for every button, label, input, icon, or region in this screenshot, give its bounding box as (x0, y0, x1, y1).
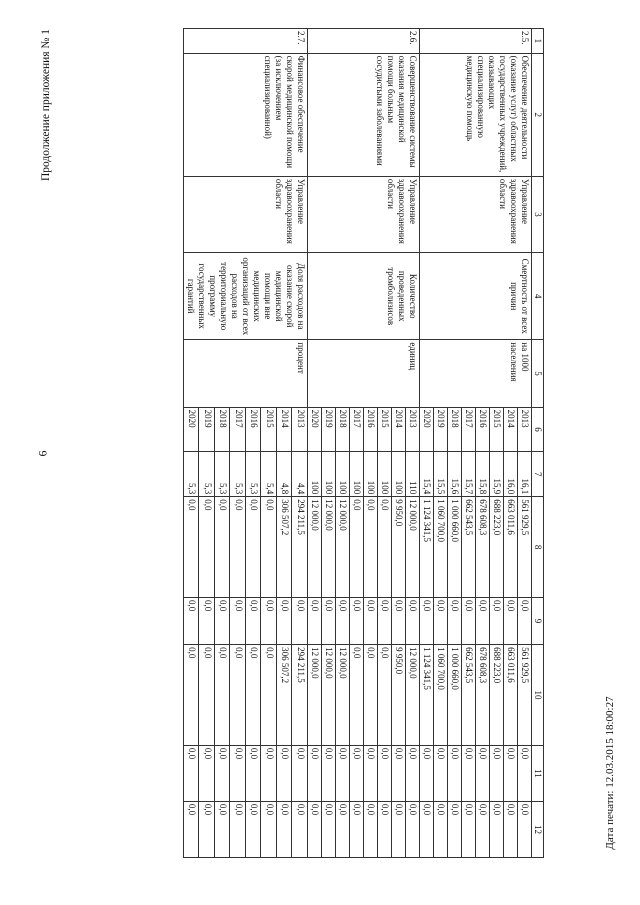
indicator-value-cell: 15,5 (434, 452, 448, 497)
funding-total-cell: 0,0 (378, 497, 392, 598)
funding-local-cell: 0,0 (434, 745, 448, 801)
funding-regional-cell: 0,0 (199, 645, 215, 746)
funding-federal-cell: 0,0 (322, 598, 336, 645)
year-cell: 2013 (406, 407, 420, 452)
header-row (532, 29, 544, 858)
year-cell: 2013 (292, 407, 308, 452)
funding-federal-cell: 0,0 (246, 598, 262, 645)
funding-local-cell: 0,0 (476, 745, 490, 801)
year-cell: 2013 (518, 407, 532, 452)
funding-regional-cell: 1 000 660,0 (448, 645, 462, 746)
program-activities-table (183, 28, 544, 858)
year-cell: 2016 (246, 407, 262, 452)
year-cell: 2016 (476, 407, 490, 452)
executor: Управление здравоохранения области (308, 176, 420, 252)
funding-regional-cell: 0,0 (230, 645, 246, 746)
funding-other-cell: 0,0 (230, 801, 246, 857)
indicator-value-cell: 5,4 (261, 452, 277, 497)
funding-local-cell: 0,0 (420, 745, 434, 801)
funding-total-cell: 662 543,5 (462, 497, 476, 598)
year-cell: 2018 (336, 407, 350, 452)
funding-regional-cell: 0,0 (364, 645, 378, 746)
col-header: 3 (532, 176, 544, 252)
year-cell: 2020 (308, 407, 322, 452)
year-cell: 2018 (448, 407, 462, 452)
funding-local-cell: 0,0 (504, 745, 518, 801)
funding-federal-cell: 0,0 (392, 598, 406, 645)
funding-total-cell: 1 060 700,0 (434, 497, 448, 598)
year-cell: 2015 (378, 407, 392, 452)
year-cell: 2017 (462, 407, 476, 452)
indicator-value-cell: 110 (406, 452, 420, 497)
col-header: 6 (532, 407, 544, 452)
funding-federal-cell: 0,0 (277, 598, 293, 645)
funding-other-cell: 0,0 (215, 801, 231, 857)
funding-federal-cell: 0,0 (518, 598, 532, 645)
funding-regional-cell: 561 929,5 (518, 645, 532, 746)
funding-other-cell: 0,0 (518, 801, 532, 857)
funding-federal-cell: 0,0 (434, 598, 448, 645)
funding-local-cell: 0,0 (350, 745, 364, 801)
funding-federal-cell: 0,0 (230, 598, 246, 645)
table-row (518, 29, 532, 858)
funding-local-cell: 0,0 (246, 745, 262, 801)
indicator-value-cell: 100 (350, 452, 364, 497)
indicator-value-cell: 5,3 (246, 452, 262, 497)
funding-total-cell: 12 000,0 (336, 497, 350, 598)
funding-total-cell: 12 000,0 (322, 497, 336, 598)
funding-regional-cell: 0,0 (246, 645, 262, 746)
indicator-value-cell: 100 (378, 452, 392, 497)
year-cell: 2017 (230, 407, 246, 452)
funding-federal-cell: 0,0 (476, 598, 490, 645)
col-header: 12 (532, 801, 544, 857)
funding-federal-cell: 0,0 (308, 598, 322, 645)
funding-local-cell: 0,0 (230, 745, 246, 801)
funding-local-cell: 0,0 (308, 745, 322, 801)
funding-federal-cell: 0,0 (420, 598, 434, 645)
col-header: 10 (532, 645, 544, 746)
indicator-value-cell: 15,7 (462, 452, 476, 497)
funding-total-cell: 1 000 660,0 (448, 497, 462, 598)
col-header: 4 (532, 253, 544, 340)
indicator-value-cell: 100 (364, 452, 378, 497)
table-row (292, 29, 308, 858)
indicator-name: Доля расходов на оказание скорой медицинской помощи вне медицинских организаций от всех расходов на территориальную программу государственных гарантий (184, 253, 308, 340)
funding-regional-cell: 294 211,5 (292, 645, 308, 746)
funding-total-cell: 294 211,5 (292, 497, 308, 598)
indicator-value-cell: 100 (336, 452, 350, 497)
funding-local-cell: 0,0 (199, 745, 215, 801)
year-cell: 2020 (420, 407, 434, 452)
indicator-value-cell: 5,3 (215, 452, 231, 497)
funding-local-cell: 0,0 (292, 745, 308, 801)
indicator-value-cell: 5,3 (199, 452, 215, 497)
col-header: 8 (532, 497, 544, 598)
funding-regional-cell: 306 507,2 (277, 645, 293, 746)
funding-total-cell: 9 950,0 (392, 497, 406, 598)
year-cell: 2015 (490, 407, 504, 452)
funding-total-cell: 1 124 341,5 (420, 497, 434, 598)
funding-regional-cell: 12 000,0 (336, 645, 350, 746)
funding-total-cell: 663 011,6 (504, 497, 518, 598)
indicator-value-cell: 15,9 (490, 452, 504, 497)
funding-other-cell: 0,0 (490, 801, 504, 857)
activity-name: Финансовое обеспечение скорой медицинской помощи (за исключением специализированной) (184, 53, 308, 176)
funding-local-cell: 0,0 (215, 745, 231, 801)
funding-local-cell: 0,0 (490, 745, 504, 801)
rotated-table-container (64, 28, 544, 858)
year-cell: 2019 (322, 407, 336, 452)
year-cell: 2020 (184, 407, 200, 452)
indicator-value-cell: 15,8 (476, 452, 490, 497)
funding-regional-cell: 0,0 (261, 645, 277, 746)
year-cell: 2015 (261, 407, 277, 452)
year-cell: 2017 (350, 407, 364, 452)
activity-name: Обеспечение деятельности (оказание услуг) областных государственных учреждений, оказывающих специализированную медицинскую помощь (420, 53, 532, 176)
funding-local-cell: 0,0 (336, 745, 350, 801)
funding-local-cell: 0,0 (518, 745, 532, 801)
funding-federal-cell: 0,0 (490, 598, 504, 645)
section-number: 2.6. (308, 29, 420, 54)
funding-total-cell: 0,0 (215, 497, 231, 598)
funding-regional-cell: 0,0 (184, 645, 200, 746)
indicator-value-cell: 4,8 (277, 452, 293, 497)
funding-regional-cell: 663 011,6 (504, 645, 518, 746)
funding-other-cell: 0,0 (448, 801, 462, 857)
funding-regional-cell: 662 543,5 (462, 645, 476, 746)
funding-other-cell: 0,0 (322, 801, 336, 857)
table-body (184, 29, 532, 858)
funding-other-cell: 0,0 (277, 801, 293, 857)
funding-local-cell: 0,0 (448, 745, 462, 801)
funding-regional-cell: 12 000,0 (406, 645, 420, 746)
funding-federal-cell: 0,0 (462, 598, 476, 645)
funding-total-cell: 12 000,0 (308, 497, 322, 598)
unit-of-measure: процент (184, 340, 308, 407)
funding-total-cell: 678 608,3 (476, 497, 490, 598)
unit-of-measure: единиц (308, 340, 420, 407)
indicator-value-cell: 4,4 (292, 452, 308, 497)
funding-federal-cell: 0,0 (406, 598, 420, 645)
funding-local-cell: 0,0 (378, 745, 392, 801)
indicator-value-cell: 16,1 (518, 452, 532, 497)
activity-name: Совершенствование системы оказания медицинской помощи больным сосудистыми заболеваниями (308, 53, 420, 176)
appendix-continuation-note: Продолжение приложения № 1 (40, 28, 52, 182)
section-number: 2.7. (184, 29, 308, 54)
col-header: 11 (532, 745, 544, 801)
funding-other-cell: 0,0 (364, 801, 378, 857)
year-cell: 2014 (392, 407, 406, 452)
col-header: 1 (532, 29, 544, 54)
funding-regional-cell: 678 608,3 (476, 645, 490, 746)
col-header: 2 (532, 53, 544, 176)
funding-total-cell: 0,0 (199, 497, 215, 598)
col-header: 5 (532, 340, 544, 407)
funding-local-cell: 0,0 (462, 745, 476, 801)
funding-other-cell: 0,0 (476, 801, 490, 857)
funding-total-cell: 306 507,2 (277, 497, 293, 598)
funding-other-cell: 0,0 (434, 801, 448, 857)
funding-other-cell: 0,0 (336, 801, 350, 857)
funding-federal-cell: 0,0 (261, 598, 277, 645)
indicator-value-cell: 100 (322, 452, 336, 497)
funding-regional-cell: 0,0 (350, 645, 364, 746)
year-cell: 2014 (277, 407, 293, 452)
funding-other-cell: 0,0 (350, 801, 364, 857)
col-header: 9 (532, 598, 544, 645)
funding-total-cell: 0,0 (230, 497, 246, 598)
funding-other-cell: 0,0 (199, 801, 215, 857)
funding-regional-cell: 688 223,0 (490, 645, 504, 746)
table-row (406, 29, 420, 858)
funding-total-cell: 561 929,5 (518, 497, 532, 598)
unit-of-measure: на 1000 населения (420, 340, 532, 407)
funding-regional-cell: 1 060 700,0 (434, 645, 448, 746)
funding-regional-cell: 9 950,0 (392, 645, 406, 746)
funding-total-cell: 0,0 (364, 497, 378, 598)
funding-federal-cell: 0,0 (378, 598, 392, 645)
funding-other-cell: 0,0 (462, 801, 476, 857)
year-cell: 2016 (364, 407, 378, 452)
funding-federal-cell: 0,0 (504, 598, 518, 645)
indicator-value-cell: 100 (392, 452, 406, 497)
funding-other-cell: 0,0 (246, 801, 262, 857)
funding-total-cell: 0,0 (261, 497, 277, 598)
funding-other-cell: 0,0 (420, 801, 434, 857)
funding-regional-cell: 12 000,0 (308, 645, 322, 746)
funding-federal-cell: 0,0 (364, 598, 378, 645)
indicator-value-cell: 15,4 (420, 452, 434, 497)
print-date: Дата печати: 12.03.2015 18:00:27 (604, 696, 616, 850)
funding-total-cell: 0,0 (184, 497, 200, 598)
funding-federal-cell: 0,0 (215, 598, 231, 645)
funding-local-cell: 0,0 (277, 745, 293, 801)
funding-federal-cell: 0,0 (292, 598, 308, 645)
funding-regional-cell: 0,0 (215, 645, 231, 746)
indicator-value-cell: 16,0 (504, 452, 518, 497)
indicator-value-cell: 100 (308, 452, 322, 497)
indicator-value-cell: 15,6 (448, 452, 462, 497)
funding-other-cell: 0,0 (261, 801, 277, 857)
funding-regional-cell: 0,0 (378, 645, 392, 746)
funding-total-cell: 688 223,0 (490, 497, 504, 598)
funding-local-cell: 0,0 (406, 745, 420, 801)
col-header: 7 (532, 452, 544, 497)
indicator-value-cell: 5,3 (184, 452, 200, 497)
executor: Управление здравоохранения области (184, 176, 308, 252)
funding-regional-cell: 1 124 341,5 (420, 645, 434, 746)
funding-federal-cell: 0,0 (350, 598, 364, 645)
funding-other-cell: 0,0 (392, 801, 406, 857)
indicator-value-cell: 5,3 (230, 452, 246, 497)
executor: Управление здравоохранения области (420, 176, 532, 252)
funding-total-cell: 0,0 (246, 497, 262, 598)
year-cell: 2014 (504, 407, 518, 452)
indicator-name: Количество проведенных тромболизисов (308, 253, 420, 340)
funding-local-cell: 0,0 (322, 745, 336, 801)
funding-regional-cell: 12 000,0 (322, 645, 336, 746)
funding-federal-cell: 0,0 (336, 598, 350, 645)
year-cell: 2019 (434, 407, 448, 452)
year-cell: 2019 (199, 407, 215, 452)
funding-federal-cell: 0,0 (199, 598, 215, 645)
funding-local-cell: 0,0 (261, 745, 277, 801)
funding-other-cell: 0,0 (292, 801, 308, 857)
funding-local-cell: 0,0 (364, 745, 378, 801)
page-number: 6 (35, 450, 50, 457)
funding-other-cell: 0,0 (184, 801, 200, 857)
funding-local-cell: 0,0 (184, 745, 200, 801)
funding-other-cell: 0,0 (308, 801, 322, 857)
funding-total-cell: 0,0 (350, 497, 364, 598)
funding-local-cell: 0,0 (392, 745, 406, 801)
funding-federal-cell: 0,0 (448, 598, 462, 645)
indicator-name: Смертность от всех причин (420, 253, 532, 340)
funding-other-cell: 0,0 (406, 801, 420, 857)
year-cell: 2018 (215, 407, 231, 452)
funding-other-cell: 0,0 (504, 801, 518, 857)
funding-total-cell: 12 000,0 (406, 497, 420, 598)
funding-federal-cell: 0,0 (184, 598, 200, 645)
funding-other-cell: 0,0 (378, 801, 392, 857)
section-number: 2.5. (420, 29, 532, 54)
